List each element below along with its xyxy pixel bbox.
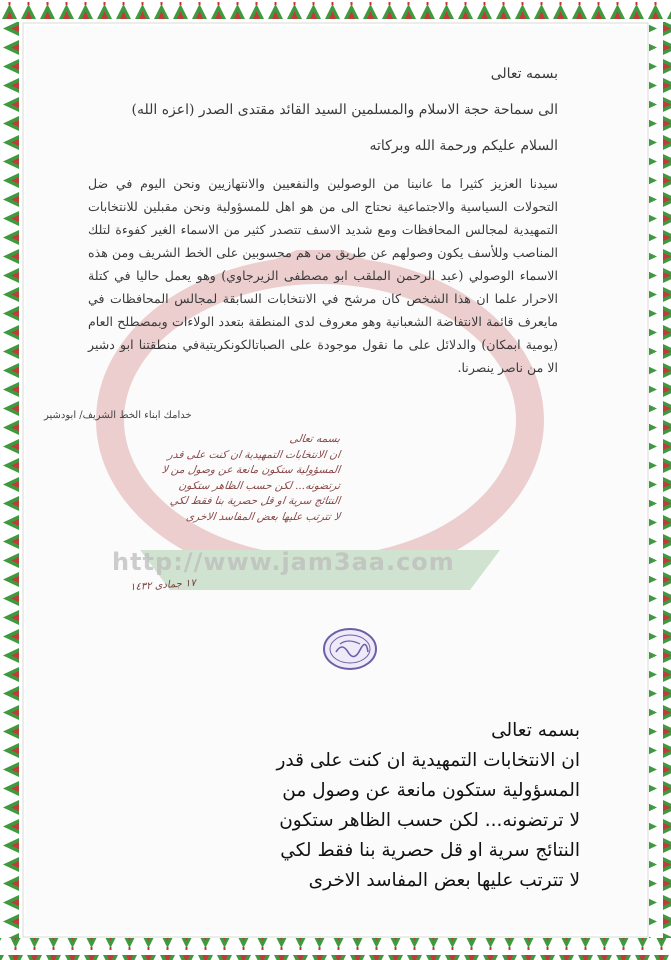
handwritten-line: بسمه تعالى [288,433,341,445]
letter-addressee: الى سماحة حجة الاسلام والمسلمين السيد القائد مقتدى الصدر (اعزه الله) [131,102,558,118]
handwritten-reply [70,432,340,602]
handwritten-line: المسؤولية ستكون مانعة عن وصول من لا [160,464,341,476]
handwritten-line: ان الانتخابات التمهيدية ان كنت على قدر [166,448,341,461]
handwritten-date: ١٧ جمادى ١٤٣٢ [129,577,197,594]
transcription-line: ان الانتخابات التمهيدية ان كنت على قدر [276,750,580,771]
transcription-line: المسؤولية ستكون مانعة عن وصول من [282,780,580,801]
handwritten-line: النتائج سرية او قل حصرية بنا فقط لكي [169,495,341,507]
letter-signature: خدامك ابناء الخط الشريف/ ابودشير [44,410,192,421]
transcription-line: بسمه تعالى [491,720,580,741]
handwritten-line: ترتضونه... لكن حسب الظاهر ستكون [177,479,341,492]
letter-body: سيدنا العزيز كثيرا ما عانينا من الوصولين والنفعيين والانتهازيين ونحن اليوم في ضل التحولات السياسية والاجتماعية نحتاج الى من هو اهل للمسؤولية ونحن مقبلين للانتخابات التمهيدية لمجالس المحافظات ومع شديد الاسف تتصدر كثير من الاسماء الغير كفوءة لتلك المناصب وللأسف يكون وصولهم عن طريق من هم محسوبين على الخط الشريف ومن هذه الاسماء الوصولي (عبد الرحمن الملقب ابو مصطفى الزيرجاوي) وهو يعمل حاليا في كتلة الاحرار علما ان هذا الشخص كان مرشح في الانتخابات السابقة لمجالس المحافظات في مايعرف قائمة الانتفاضة الشعبانية وهو معروف لدى المنطقة بتعدد الولاءات وبمصطلح العام (يومية ابمكان) والدلائل على ما نقول موجودة على الصباتالكونكريتيةفي منطقتنا ابو دشير الا من ناصر ينصرنا. [88,176,558,375]
seal-stamp [322,626,378,672]
letter-bismillah: بسمه تعالى [490,66,558,82]
handwritten-line: لا تترتب عليها بعض المفاسد الاخرى [185,510,341,523]
watermark-url: http://www.jam3aa.com [112,548,455,576]
transcription-line: النتائج سرية او قل حصرية بنا فقط لكي [280,840,580,861]
transcription-line: لا تترتب عليها بعض المفاسد الاخرى [308,870,580,891]
transcription-line: لا ترتضونه... لكن حسب الظاهر ستكون [279,810,580,831]
letter-greeting: السلام عليكم ورحمة الله وبركاته [369,138,558,154]
reply-transcription [100,716,580,896]
